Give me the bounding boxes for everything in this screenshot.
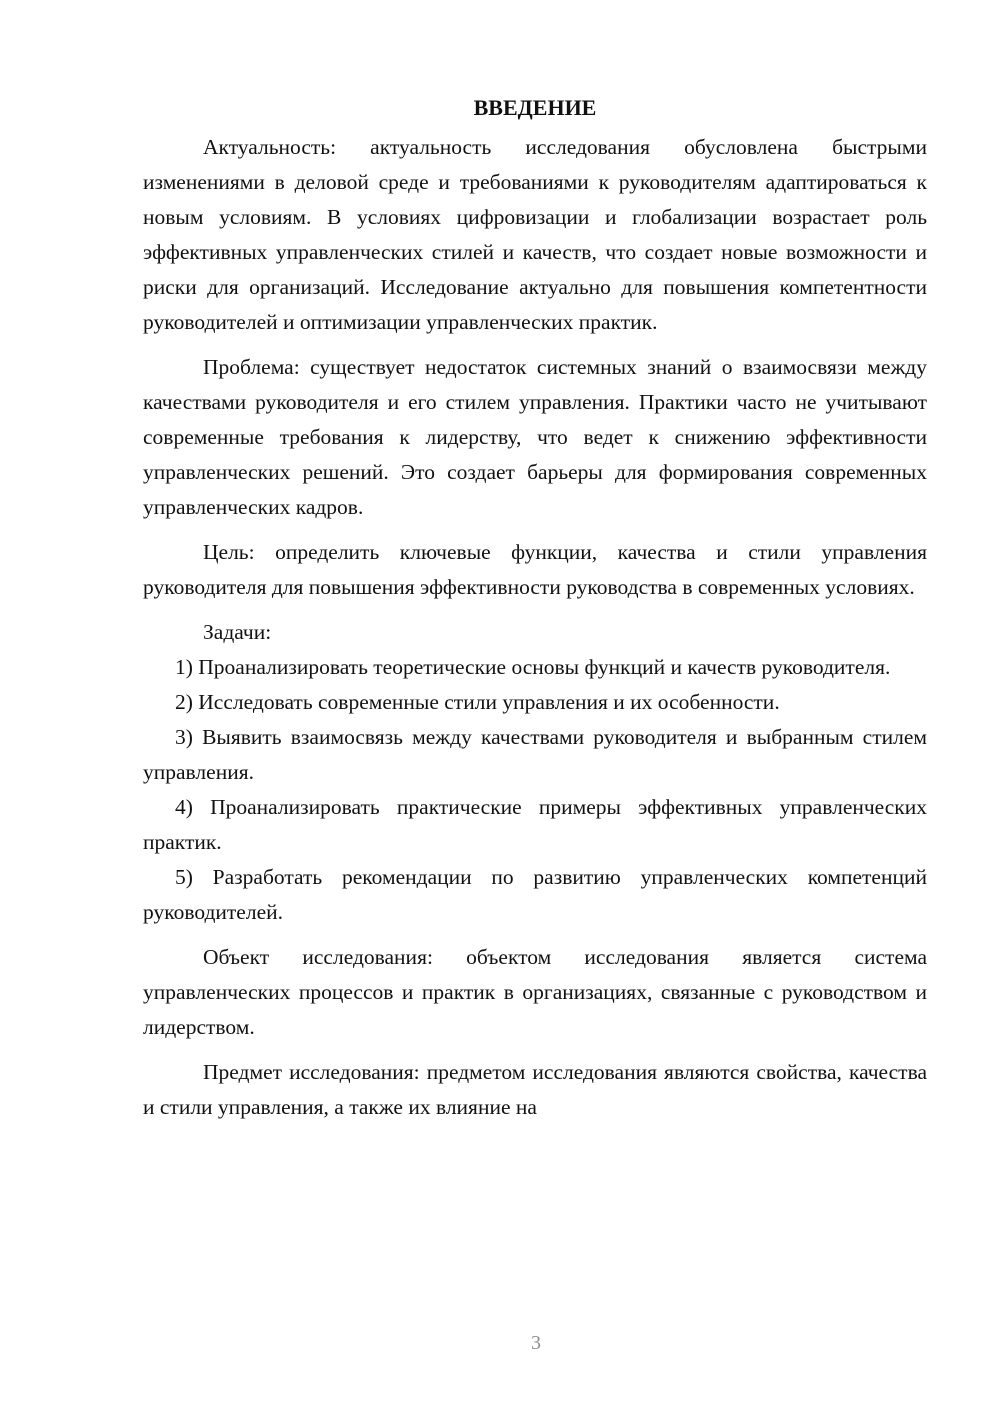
goal-paragraph: Цель: определить ключевые функции, качества и стили управления руководителя для повышения эффективности руководства в современных условиях.: [143, 540, 927, 599]
section-title: ВВЕДЕНИЕ: [473, 95, 597, 120]
task-item-5: 5) Разработать рекомендации по развитию управленческих компетенций руководителей.: [143, 865, 927, 924]
object-paragraph: Объект исследования: объектом исследования является система управленческих процессов и практик в организациях, связанные с руководством и лидерством.: [143, 945, 927, 1039]
tasks-heading: Задачи:: [203, 620, 272, 644]
relevance-paragraph: Актуальность: актуальность исследования обусловлена быстрыми изменениями в деловой среде и требованиями к руководителям адаптироваться к новым условиям. В условиях цифровизации и глобализации возрастает роль эффективных управленческих стилей и качеств, что создает новые возможности и риски для организаций. Исследование актуально для повышения компетентности руководителей и оптимизации управленческих практик.: [143, 135, 927, 334]
task-item-1: 1) Проанализировать теоретические основы функций и качеств руководителя.: [175, 655, 891, 679]
task-item-3: 3) Выявить взаимосвязь между качествами руководителя и выбранным стилем управления.: [143, 725, 927, 784]
task-item-2: 2) Исследовать современные стили управления и их особенности.: [175, 690, 780, 714]
subject-paragraph: Предмет исследования: предметом исследования являются свойства, качества и стили управления, а также их влияние на: [143, 1060, 927, 1119]
page-content: [143, 92, 927, 1125]
problem-paragraph: Проблема: существует недостаток системных знаний о взаимосвязи между качествами руководителя и его стилем управления. Практики часто не учитывают современные требования к лидерству, что ведет к снижению эффективности управленческих решений. Это создает барьеры для формирования современных управленческих кадров.: [143, 355, 927, 519]
page-number: 3: [531, 1332, 541, 1354]
tasks-list: [143, 650, 927, 930]
task-item-4: 4) Проанализировать практические примеры эффективных управленческих практик.: [143, 795, 927, 854]
